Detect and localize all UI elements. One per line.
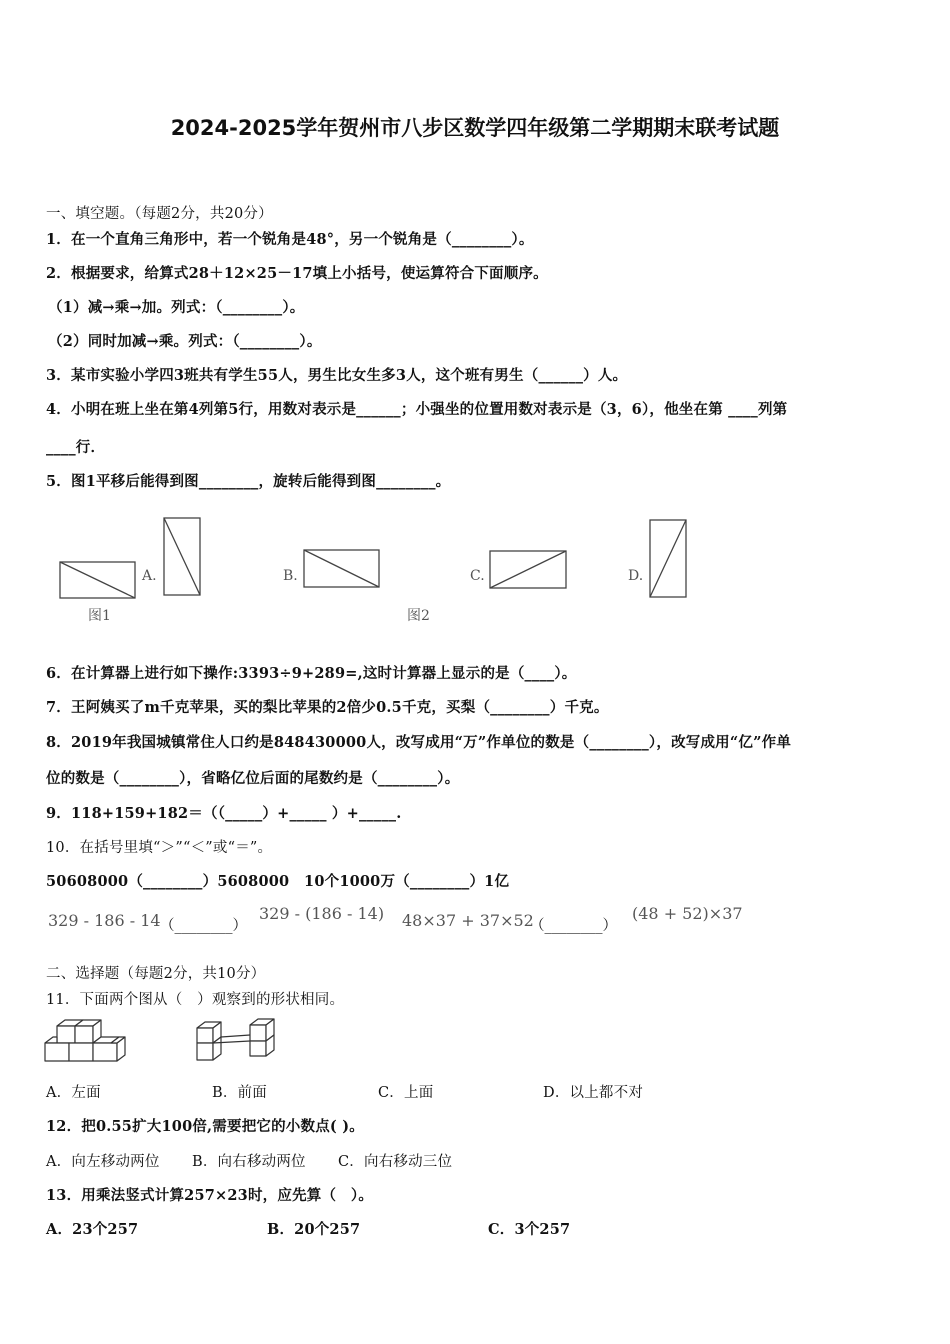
label-figure1: 图1 xyxy=(88,608,111,624)
label-b: B. xyxy=(283,568,298,584)
question-13: 13．用乘法竖式计算257×23时，应先算（ ）。 xyxy=(46,1187,374,1204)
q11-option-d: D．以上都不对 xyxy=(543,1085,644,1101)
blank-2: （________） xyxy=(530,918,617,934)
q12-option-c: C．向右移动三位 xyxy=(338,1154,453,1170)
q12-option-a: A．向左移动两位 xyxy=(46,1154,160,1170)
option-c-diagonal xyxy=(490,551,566,588)
label-d: D. xyxy=(628,568,644,584)
option-d-diagonal xyxy=(650,520,686,597)
question-7: 7．王阿姨买了m千克苹果，买的梨比苹果的2倍少0.5千克，买梨（________）千克。 xyxy=(46,699,609,716)
question-6: 6．在计算器上进行如下操作:3393÷9+289=,这时计算器上显示的是（____）。 xyxy=(46,665,577,682)
question-1: 1．在一个直角三角形中，若一个锐角是48°，另一个锐角是（________）。 xyxy=(46,231,534,248)
q13-option-b: B．20个257 xyxy=(267,1221,361,1238)
section2-heading: 二、选择题（每题2分，共10分） xyxy=(46,966,266,982)
question-4-line2: ____行． xyxy=(46,439,106,456)
q12-option-b: B．向右移动两位 xyxy=(192,1154,306,1170)
question-12: 12．把0.55扩大100倍,需要把它的小数点( )。 xyxy=(46,1118,364,1135)
question-9: 9．118+159+182＝（（_____）+_____ ）+_____. xyxy=(46,805,402,822)
label-a: A. xyxy=(142,568,157,584)
question-4-line1: 4．小明在班上坐在第4列第5行，用数对表示是______；小强坐的位置用数对表示是（3，6），他坐在第 ____列第 xyxy=(46,401,788,418)
question-2: 2．根据要求，给算式28＋12×25－17填上小括号，使运算符合下面顺序。 xyxy=(46,265,548,282)
expression-4: (48 + 52)×37 xyxy=(632,904,743,923)
label-figure2: 图2 xyxy=(407,608,430,624)
question-8-line1: 8．2019年我国城镇常住人口约是848430000人，改写成用“万”作单位的数是（________），改写成用“亿”作单 xyxy=(46,734,792,751)
question-2a: （1）减→乘→加。列式：（________）。 xyxy=(48,299,305,316)
option-b-diagonal xyxy=(304,550,379,587)
option-a-diagonal xyxy=(164,518,200,595)
question-11-figure xyxy=(40,1014,300,1068)
q11-option-a: A．左面 xyxy=(46,1085,101,1101)
q13-option-a: A．23个257 xyxy=(46,1221,139,1238)
question-8-line2: 位的数是（________），省略亿位后面的尾数约是（________）。 xyxy=(46,770,460,787)
expression-3: 48×37 + 37×52 xyxy=(402,911,534,930)
q13-option-c: C．3个257 xyxy=(488,1221,571,1238)
question-10-row1: 50608000（________）5608000 10个1000万（________）1亿 xyxy=(46,873,510,890)
cube-stack-right xyxy=(197,1019,274,1060)
blank-1: （________） xyxy=(160,918,247,934)
expression-1: 329 - 186 - 14 xyxy=(48,911,161,930)
q11-option-b: B．前面 xyxy=(212,1085,267,1101)
question-11: 11．下面两个图从（ ）观察到的形状相同。 xyxy=(46,992,345,1008)
question-5: 5．图1平移后能得到图________，旋转后能得到图________。 xyxy=(46,473,451,490)
figure1-diagonal xyxy=(60,562,135,598)
page-title: 2024-2025学年贺州市八步区数学四年级第二学期期末联考试题 xyxy=(170,116,780,140)
section1-heading: 一、填空题。（每题2分，共20分） xyxy=(46,206,273,222)
cube-stack-left xyxy=(45,1020,125,1061)
question-2b: （2）同时加减→乘。列式：（________）。 xyxy=(48,333,322,350)
question-3: 3．某市实验小学四3班共有学生55人，男生比女生多3人，这个班有男生（______）人。 xyxy=(46,367,628,384)
expression-2: 329 - (186 - 14) xyxy=(259,904,385,923)
q11-option-c: C．上面 xyxy=(378,1085,434,1101)
label-c: C. xyxy=(470,568,485,584)
question-5-figure xyxy=(50,510,710,630)
question-10: 10．在括号里填“＞”“＜”或“＝”。 xyxy=(46,840,273,856)
